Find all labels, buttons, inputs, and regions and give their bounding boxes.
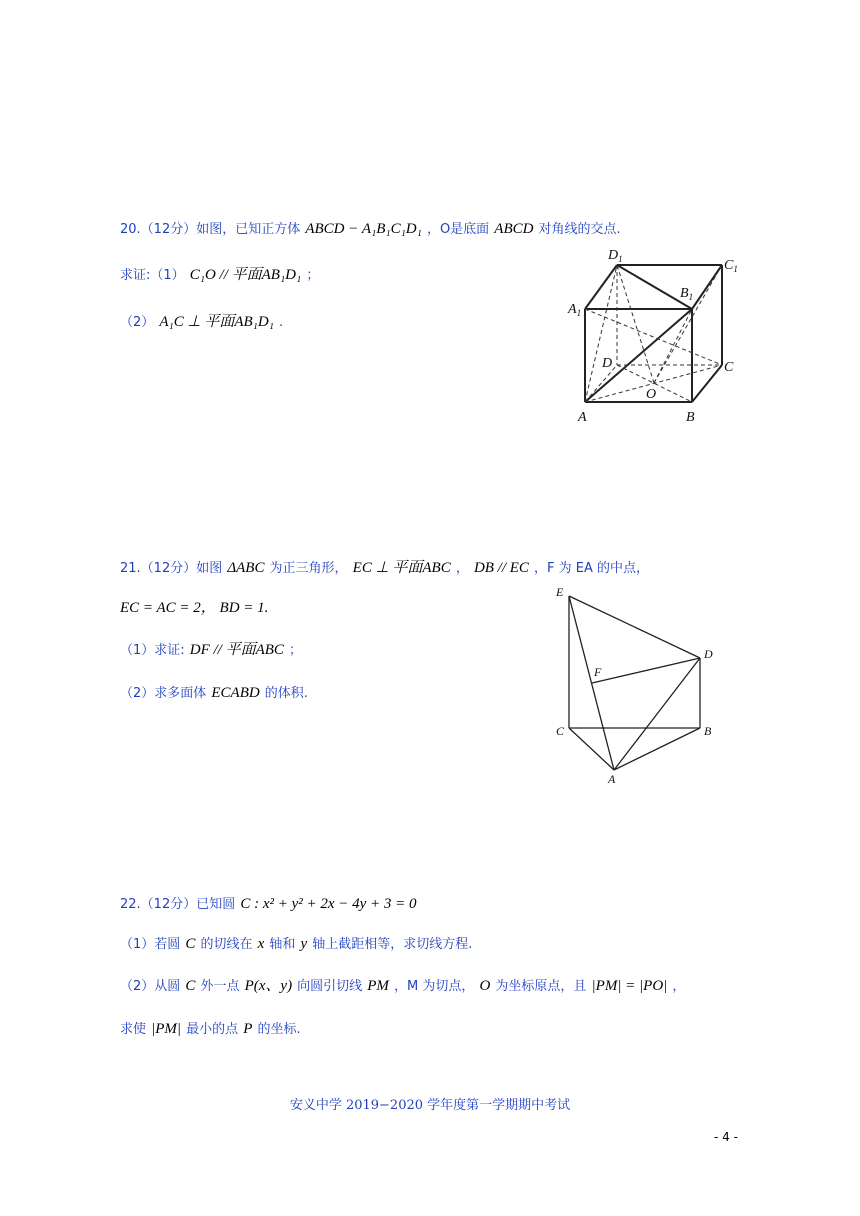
q21-given xyxy=(120,596,268,617)
q21-p2-label: （2）求多面体 xyxy=(120,686,207,701)
q22-part1 xyxy=(120,933,472,953)
q22-part2-cont xyxy=(120,1018,301,1038)
q21-t1: 为正三角形， xyxy=(269,561,348,576)
page-number: - 4 - xyxy=(714,1130,738,1144)
q21-p1-math: DF // 平面ABC xyxy=(189,642,284,658)
label-B: B xyxy=(686,410,695,425)
q21-p2-end: 的体积. xyxy=(264,686,308,701)
q21-part2 xyxy=(120,682,308,702)
q21-p1-end: ； xyxy=(289,643,303,658)
label-B1: $B_1$ xyxy=(680,286,694,302)
q21-tri: ΔABC xyxy=(227,560,265,576)
q22-p1-x: x xyxy=(257,936,265,952)
q21-stem xyxy=(120,556,649,577)
label-E: E xyxy=(556,585,564,599)
q22-p3-c: 的坐标. xyxy=(257,1022,301,1037)
q20-p1-label: 求证:（1） xyxy=(120,268,185,283)
label-D: D xyxy=(602,356,613,371)
q22-p3-a: 求使 xyxy=(120,1022,147,1037)
q22-p1-c: C xyxy=(185,936,196,952)
cube-figure xyxy=(560,245,750,430)
q22-p2-a: （2）从圆 xyxy=(120,979,181,994)
q20-p2-math: A₁C ⊥ 平面AB₁D₁ xyxy=(159,314,274,330)
ba-edge xyxy=(614,728,700,770)
q21-line2: EC = AC = 2， BD = 1. xyxy=(120,600,269,616)
q22-p2-e: ，M 为切点， xyxy=(394,979,475,994)
q20-cube: ABCD − A₁B₁C₁D₁ xyxy=(305,221,422,237)
q20-p2-end: . xyxy=(279,315,284,330)
q20-prefix: 20.（12分）如图，已知正方体 xyxy=(120,222,301,237)
q20-p1-end: ； xyxy=(306,268,320,283)
label-A: A xyxy=(608,772,616,785)
label-C: C xyxy=(556,724,565,738)
q20-base: ABCD xyxy=(494,221,534,237)
ca-edge xyxy=(569,728,614,770)
label-C1: $C_1$ xyxy=(724,258,738,274)
q22-p3-b: 最小的点 xyxy=(186,1022,239,1037)
q22-p2-g: ， xyxy=(672,979,686,994)
q20-mid: ，O是底面 xyxy=(426,222,490,237)
q22-p3-pm: |PM| xyxy=(151,1021,182,1037)
q22-p2-c: C xyxy=(185,978,196,994)
label-D1: $D_1$ xyxy=(608,248,623,264)
q20-part2 xyxy=(120,310,283,331)
q22-p3-p: P xyxy=(243,1021,253,1037)
exam-footer: 安义中学 2019−2020 学年度第一学期期中考试 xyxy=(289,1098,571,1113)
q22-p1-b: 的切线在 xyxy=(200,937,253,952)
q20-p1-math: C₁O // 平面AB₁D₁ xyxy=(189,267,302,283)
q20-part1 xyxy=(120,263,319,284)
q20-suffix: 对角线的交点. xyxy=(538,222,621,237)
q22-p2-o: O xyxy=(479,978,491,994)
q22-p2-d: 向圆引切线 xyxy=(297,979,363,994)
label-C: C xyxy=(724,360,734,375)
q22-p1-a: （1）若圆 xyxy=(120,937,181,952)
q21-p2-math: ECABD xyxy=(211,685,260,701)
q22-prefix: 22.（12分）已知圆 xyxy=(120,897,236,912)
q22-p2-b: 外一点 xyxy=(200,979,240,994)
label-B: B xyxy=(704,724,712,738)
q21-part1 xyxy=(120,638,302,659)
label-A1: $A_1$ xyxy=(568,302,582,318)
label-O: O xyxy=(646,387,657,402)
label-D: D xyxy=(704,647,713,661)
cube-edge xyxy=(585,265,617,309)
q22-p1-c2: 轴和 xyxy=(269,937,296,952)
q21-prefix: 21.（12分）如图 xyxy=(120,561,223,576)
q22-part2 xyxy=(120,974,685,995)
ea-edge xyxy=(569,596,614,770)
ed-edge xyxy=(569,596,700,658)
q22-p2-eq: |PM| = |PO| xyxy=(591,978,668,994)
cube-edge xyxy=(692,365,722,402)
q22-p2-p: P(x、y) xyxy=(244,978,293,994)
q20-p2-label: （2） xyxy=(120,315,155,330)
q20-stem xyxy=(120,218,621,238)
hidden-edge xyxy=(585,365,617,402)
q21-t2: ， xyxy=(455,561,469,576)
label-A: A xyxy=(578,410,587,425)
q22-p1-y: y xyxy=(300,936,308,952)
cube-edge xyxy=(692,265,722,309)
q21-p1-label: （1）求证: xyxy=(120,643,185,658)
ob1-line xyxy=(654,309,692,383)
q21-m2: DB // EC xyxy=(473,560,529,576)
q22-p2-pm: PM xyxy=(367,978,389,994)
q22-stem xyxy=(120,893,417,913)
q22-p2-f: 为坐标原点，且 xyxy=(495,979,587,994)
polyhedron-figure xyxy=(552,580,727,785)
q21-m1: EC ⊥ 平面ABC xyxy=(352,560,451,576)
label-F: F xyxy=(594,665,602,679)
q21-t3: ，F 为 EA 的中点， xyxy=(534,561,650,576)
q22-circle: C : x² + y² + 2x − 4y + 3 = 0 xyxy=(240,896,417,912)
q22-p1-d: 轴上截距相等，求切线方程. xyxy=(312,937,473,952)
